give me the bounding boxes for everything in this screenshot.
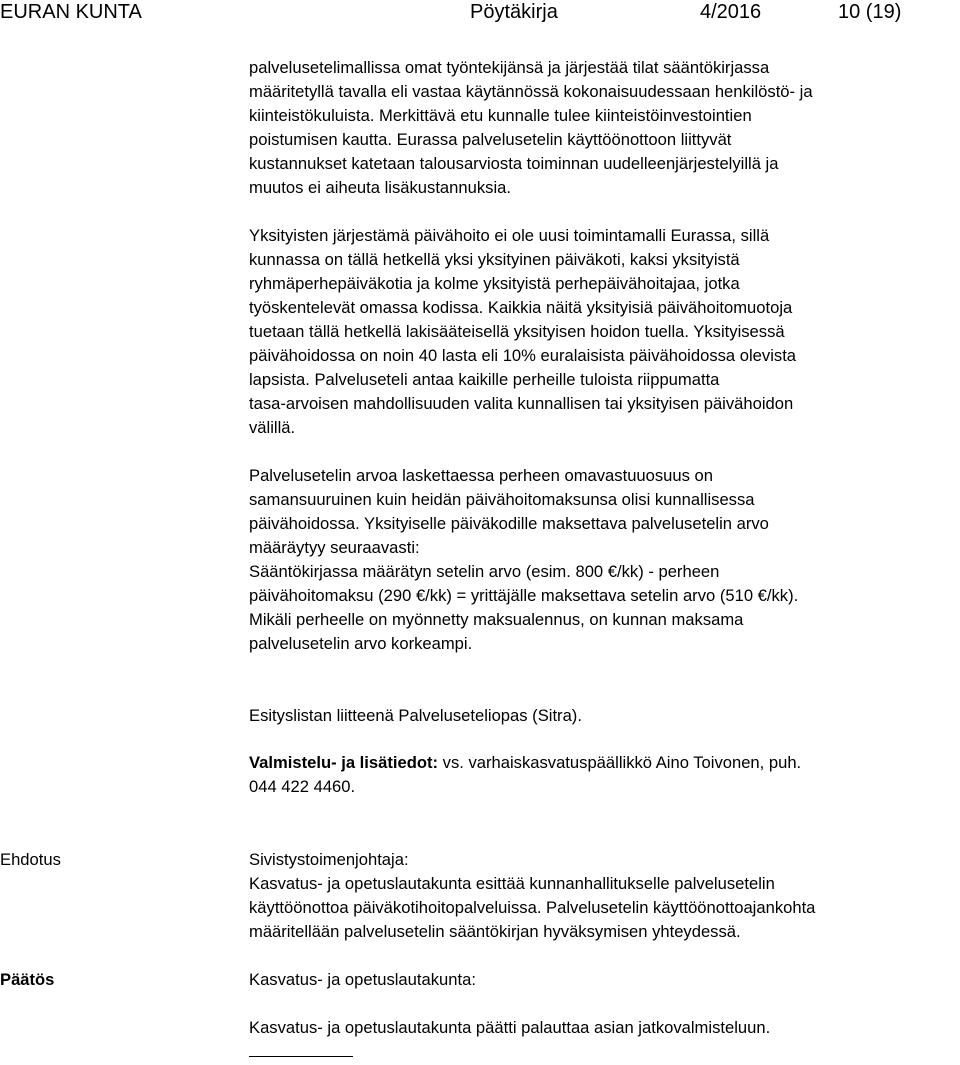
contact-details: vs. varhaiskasvatuspäällikkö Aino Toivonen, puh. 044 422 4460. xyxy=(249,753,802,796)
paragraph-attachment: Esityslistan liitteenä Palveluseteliopas (Sitra). xyxy=(249,706,582,725)
decision-body: Kasvatus- ja opetuslautakunta: xyxy=(249,970,476,989)
organization-name: EURAN KUNTA xyxy=(0,1,142,23)
page-number: 10 (19) xyxy=(838,1,902,23)
document-number: 4/2016 xyxy=(700,1,762,23)
proposal-text: Kasvatus- ja opetuslautakunta esittää kunnanhallitukselle palvelusetelin käyttöönottoa päiväkotihoitopalveluissa. Palvelusetelin käyttöönottoajankohta määritellään palvelusetelin sääntökirjan hyväksymisen yhteydessä. xyxy=(249,874,816,941)
paragraph-private-daycare: Yksityisten järjestämä päivähoito ei ole uusi toimintamalli Eurassa, sillä kunnassa on tällä hetkellä yksi yksityinen päiväkoti, kaksi yksityistä ryhmäperhepäiväkotia ja kolme yksityistä perhepäivähoitajaa, jotka työskentelevät omassa kodissa. Kaikkia näitä yksityisiä päivähoitomuotoja tuetaan tällä hetkellä lakisääteisellä yksityisen hoidon tuella. Yksityisessä päivähoidossa on noin 40 lasta eli 10% euralaisista päivähoidossa olevista lapsista. Palveluseteli antaa kaikille perheille tuloista riippumatta tasa-arvoisen mahdollisuuden valita kunnallisen tai yksityisen päivähoidon välillä. xyxy=(249,226,797,437)
proposal-section xyxy=(249,848,954,944)
decision-label: Päätös xyxy=(0,970,55,989)
paragraph-costs: palvelusetelimallissa omat työntekijänsä ja järjestää tilat sääntökirjassa määritetyllä tavalla eli vastaa käytännössä kokonaisuudessaan henkilöstö- ja kiinteistökuluista. Merkittävä etu kunnalle tulee kiinteistöinvestointien poistumisen kautta. Eurassa palvelusetelin käyttöönottoon liittyvät kustannukset katetaan talousarviosta toiminnan uudelleenjärjestelyillä ja muutos ei aiheuta lisäkustannuksia. xyxy=(249,58,813,197)
page-header xyxy=(0,0,960,24)
decision-text: Kasvatus- ja opetuslautakunta päätti palauttaa asian jatkovalmisteluun. xyxy=(249,1018,771,1037)
proposal-label: Ehdotus xyxy=(0,850,61,869)
divider-line xyxy=(249,1056,353,1057)
document-type: Pöytäkirja xyxy=(470,1,558,23)
decision-section xyxy=(249,968,954,1040)
paragraph-voucher-value: Palvelusetelin arvoa laskettaessa perheen omavastuuosuus on samansuuruinen kuin heidän päivähoitomaksunsa olisi kunnallisessa päivähoidossa. Yksityiselle päiväkodille maksettava palvelusetelin arvo määräytyy seuraavasti: Sääntökirjassa määrätyn setelin arvo (esim. 800 €/kk) - perheen päivähoitomaksu (290 €/kk) = yrittäjälle maksettava setelin arvo (510 €/kk). Mikäli perheelle on myönnetty maksualennus, on kunnan maksama palvelusetelin arvo korkeampi. xyxy=(249,466,799,653)
proposal-author: Sivistystoimenjohtaja: xyxy=(249,850,409,869)
paragraph-contact-info xyxy=(249,751,954,799)
contact-label: Valmistelu- ja lisätiedot: xyxy=(249,753,439,772)
